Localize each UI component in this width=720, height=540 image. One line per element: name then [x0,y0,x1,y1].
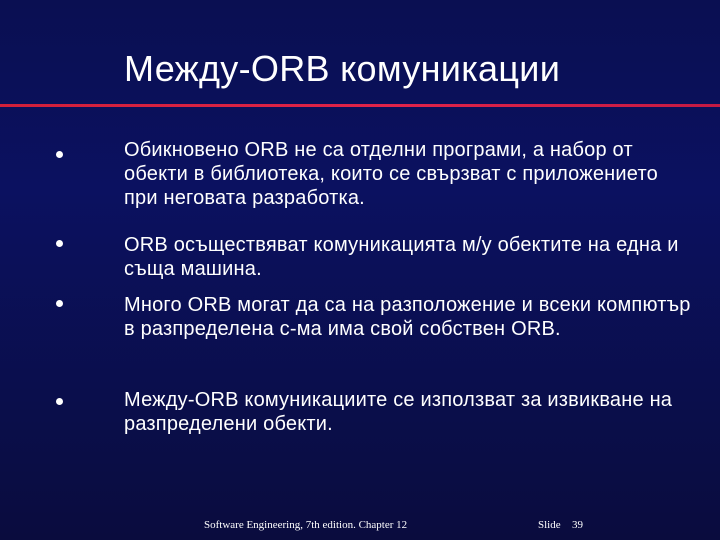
bullet-dot [56,240,63,247]
bullet-dot [56,300,63,307]
footer-text: Software Engineering, 7th edition. Chapter 12 [204,519,408,531]
bullet-dot [56,151,63,158]
bullet-dot [56,398,63,405]
bullet-text: Между-ORB комуникациите се използват за извикване на разпределени обекти. [124,389,673,435]
slide-number: 39 [572,519,583,531]
bullet-text: Много ORB могат да са на разположение и всеки компютър в разпределена с-ма има свой собствен ORB. [124,294,691,340]
slide-label: Slide [538,519,561,531]
bullet-text: ORB осъществяват комуникацията м/у обектите на една и съща машина. [124,234,679,280]
title-divider [0,104,720,107]
bullet-text: Обикновено ORB не са отделни програми, а набор от обекти в библиотека, които се свързват с приложението при неговата разработка. [124,139,658,209]
slide-title: Между-ORB комуникации [124,48,561,89]
